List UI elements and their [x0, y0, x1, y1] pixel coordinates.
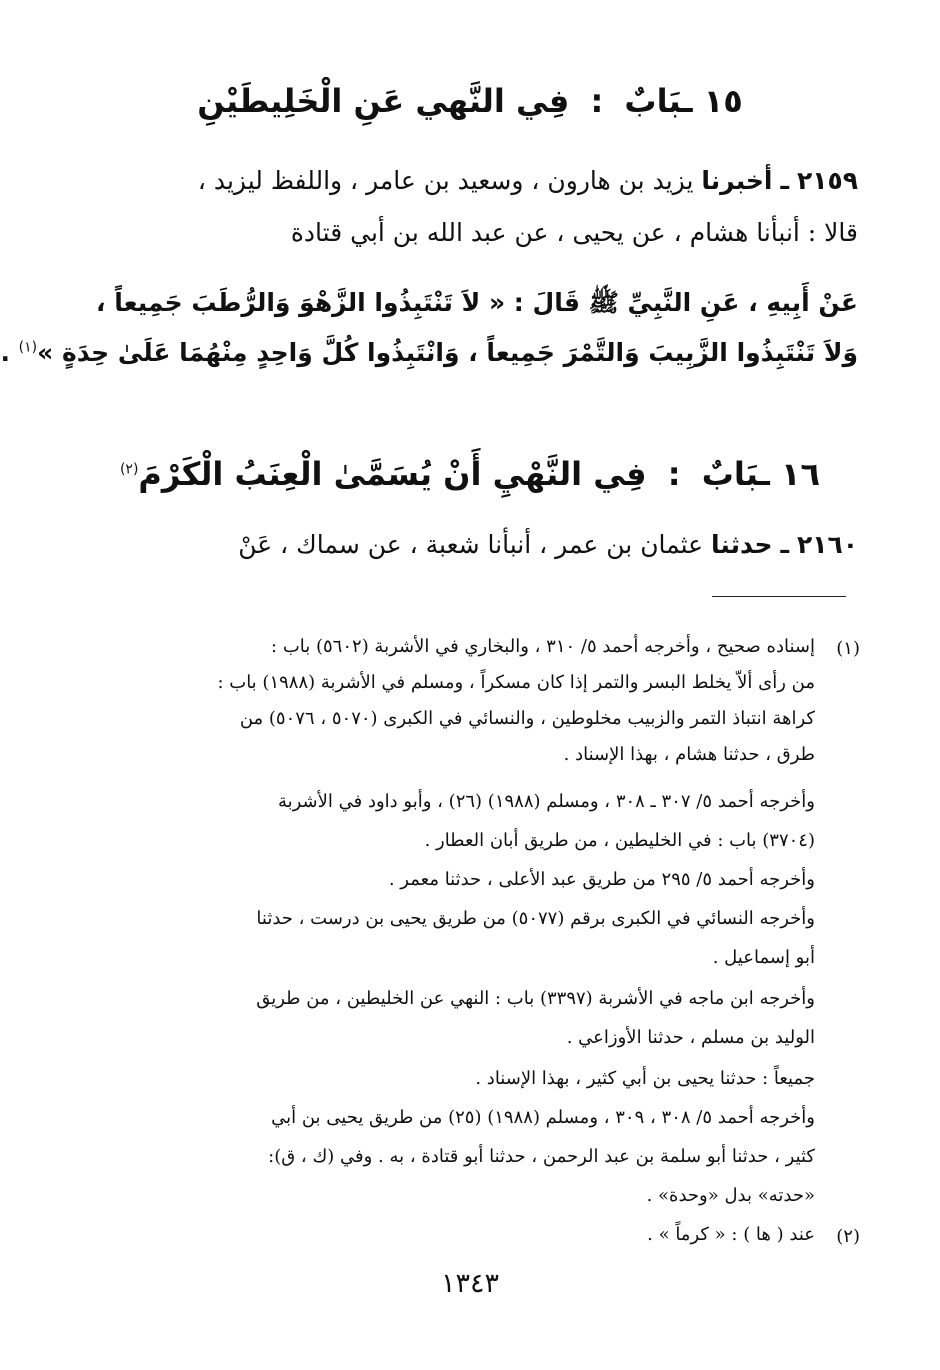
section-title: فِي النَّهي عَنِ الْخَلِيطَيْنِ — [197, 82, 570, 120]
footnote-ref-1: (١) — [18, 339, 38, 356]
hadith-number: ٢١٥٩ — [796, 166, 858, 195]
hadith-2160-line-1 — [78, 530, 858, 559]
page-number: ١٣٤٣ — [440, 1268, 499, 1299]
section-title: فِي النَّهْيِ أَنْ يُسَمَّىٰ الْعِنَبُ الْكَرْمَ — [138, 455, 647, 493]
footnote-ref-2: (٢) — [119, 461, 139, 478]
footnote-line: «حدته» بدل «وحدة» . — [646, 1185, 815, 1206]
footnote-line: وأخرجه أحمد ٥/ ٣٠٨ ، ٣٠٩ ، ومسلم (١٩٨٨) (٢٥) من طريق يحيى بن أبي — [271, 1107, 815, 1128]
footnote-line: كراهة انتباذ التمر والزبيب مخلوطين ، والنسائي في الكبرى (٥٠٧٠ ، ٥٠٧٦) من — [239, 708, 815, 729]
hadith-number: ٢١٦٠ — [796, 530, 858, 559]
section-bab: بَابٌ — [701, 455, 759, 493]
section-number: ١٥ — [703, 82, 743, 120]
hadith-verb: أخبرنا — [701, 166, 773, 195]
hadith-dash: ـ — [780, 166, 789, 195]
footnote-line: إسناده صحيح ، وأخرجه أحمد ٥/ ٣١٠ ، والبخاري في الأشربة (٥٦٠٢) باب : — [271, 636, 815, 657]
section-colon: : — [667, 455, 681, 493]
footnote-line: جميعاً : حدثنا يحيى بن أبي كثير ، بهذا الإسناد . — [475, 1068, 815, 1089]
footnote-1-number: (١) — [836, 638, 860, 659]
hadith-2159-matn-line-2 — [0, 338, 858, 367]
footnote-line: وأخرجه النسائي في الكبرى برقم (٥٠٧٧) من طريق يحيى بن درست ، حدثنا — [256, 908, 815, 929]
section-dash: ـ — [681, 82, 693, 120]
section-dash: ـ — [758, 455, 770, 493]
footnote-line: وأخرجه ابن ماجه في الأشربة (٣٣٩٧) باب : النهي عن الخليطين ، من طريق — [256, 988, 815, 1009]
hadith-2159-matn-line-1: عَنْ أَبِيهِ ، عَنِ النَّبِيِّ ﷺ قَالَ : « لاَ تَنْتَبِذُوا الزَّهْوَ وَالرُّطَبَ جَمِيعاً ، — [96, 288, 858, 317]
hadith-verb: حدثنا — [711, 530, 773, 559]
section-bab: بَابٌ — [624, 82, 682, 120]
section-colon: : — [590, 82, 604, 120]
footnote-line: وأخرجه أحمد ٥/ ٣٠٧ ـ ٣٠٨ ، ومسلم (١٩٨٨) (٢٦) ، وأبو داود في الأشربة — [277, 791, 815, 812]
footnote-2-number: (٢) — [836, 1226, 860, 1247]
footnote-line: الوليد بن مسلم ، حدثنا الأوزاعي . — [566, 1027, 815, 1048]
footnote-line: كثير ، حدثنا أبو سلمة بن عبد الرحمن ، حدثنا أبو قتادة ، به . وفي (ك ، ق): — [268, 1146, 815, 1167]
section-16-heading — [80, 455, 860, 493]
hadith-isnad: يزيد بن هارون ، وسعيد بن عامر ، واللفظ ليزيد ، — [197, 166, 694, 195]
section-number: ١٦ — [781, 455, 821, 493]
footnote-line: (٣٧٠٤) باب : في الخليطين ، من طريق أبان العطار . — [424, 830, 815, 851]
section-15-heading — [80, 82, 860, 120]
footnote-line: من رأى ألاّ يخلط البسر والتمر إذا كان مسكراً ، ومسلم في الأشربة (١٩٨٨) باب : — [217, 672, 815, 693]
footnote-line: طرق ، حدثنا هشام ، بهذا الإسناد . — [563, 744, 815, 765]
hadith-isnad: عثمان بن عمر ، أنبأنا شعبة ، عن سماك ، عَنْ — [238, 530, 704, 559]
footnote-line: وأخرجه أحمد ٥/ ٢٩٥ من طريق عبد الأعلى ، حدثنا معمر . — [388, 869, 815, 890]
hadith-2159-line-2: قالا : أنبأنا هشام ، عن يحيى ، عن عبد الله بن أبي قتادة — [290, 218, 858, 247]
hadith-dash: ـ — [780, 530, 789, 559]
footnote-line: أبو إسماعيل . — [712, 947, 815, 968]
hadith-2159-line-1 — [78, 166, 858, 195]
footnote-separator — [712, 596, 846, 597]
footnote-2-text: عند ( ها ) : « كرماً » . — [647, 1224, 815, 1245]
matn-text: وَلاَ تَنْتَبِذُوا الزَّبِيبَ وَالتَّمْرَ جَمِيعاً ، وَانْتَبِذُوا كُلَّ وَاحِدٍ مِنْهُمَا عَلَىٰ حِدَةٍ » — [37, 338, 858, 367]
matn-end: . — [0, 338, 10, 367]
